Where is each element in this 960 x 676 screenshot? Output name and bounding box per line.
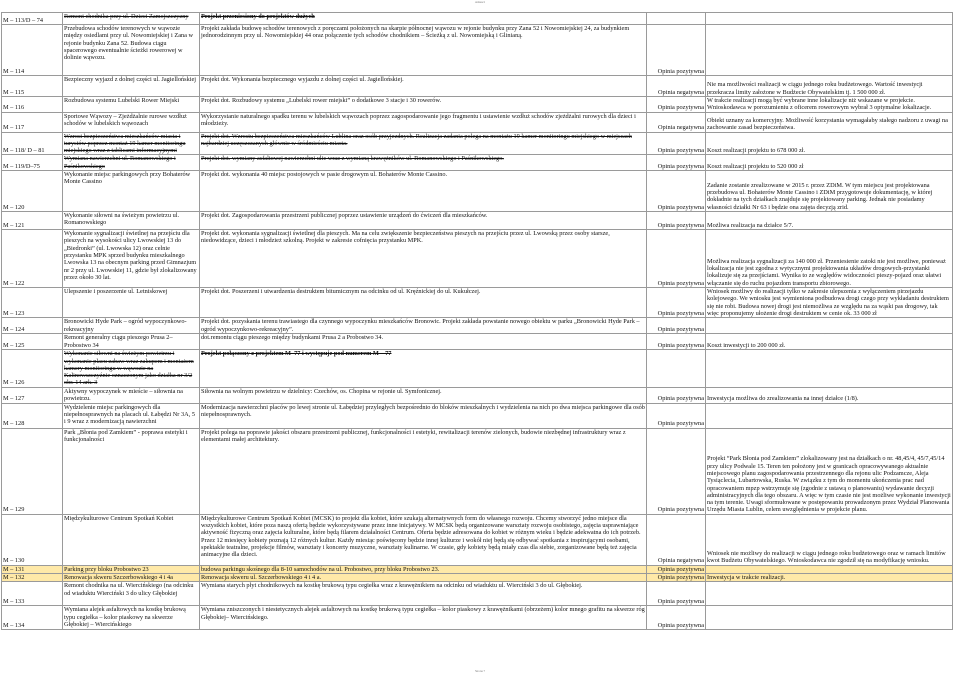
remarks-cell: Projekt “Park Błonia pod Zamkiem” zlokalizowany jest na działkach o nr. 48,45/4, 45/7,45/14 przy ulicy Podwale 15. Teren ten położony jest w granicach opracowywanego aktualnie miejscowego planu zagospodarowania przestrzennego dla rejonu ulic Podzamcze, Aleja Tysiąclecia, Lubartowska, Ruska. W związku z tym do momentu ukończenia prac nad opracowaniem mpzp wstrzymuje się (zgodnie z ustawą o planowaniu) wydawanie decyzji administracyjnych dla tego obszaru. A więc w tym czasie nie jest możliwe wykonanie inwestycji na tym terenie. Uwagi sformułowane w postępowaniu prowadzonym przez Wydział Planowania Urzędu Miasta Lublin, celem uwzględnienia w projekcie planu. (706, 428, 953, 514)
table-row (2, 514, 953, 565)
project-id-cell: M – 117 (2, 112, 63, 132)
project-name-cell: Wykonanie sygnalizacji świetlnej na przejściu dla pieszych na wysokości ulicy Lwowskiej 13 do „Biedronki” (ul. Lwowska 12) oraz celnie przystanku MPK sprzed budynku mieszkalnego Lwowska 13 na obecnym parking przed Gimnazjum nr 2 przy ul. Lwowskiej 11, gdzie był zlokalizowany przez około 30 lat. (63, 230, 200, 288)
opinion-cell: Opinia pozytywna (647, 334, 706, 350)
table-row (2, 132, 953, 155)
remarks-cell (706, 25, 953, 76)
project-id-cell: M – 120 (2, 171, 63, 212)
project-name-cell: Ulepszenie i poszerzenie ul. Letniskowej (63, 288, 200, 318)
project-description-cell: Projekt dot. Wykonania bezpiecznego wyjazdu z dolnej części ul. Jagiellońskiej. (200, 76, 647, 97)
project-id-cell: M – 128 (2, 403, 63, 428)
opinion-cell: Opinia pozytywna (647, 428, 706, 514)
project-id-cell: M – 134 (2, 606, 63, 630)
project-name-cell: Remont generalny ciągu pieszego Prusa 2– Probostwo 34 (63, 334, 200, 350)
project-name-cell: Park „Błonia pod Zamkiem” - poprawa estetyki i funkcjonalności (63, 428, 200, 514)
opinion-cell: Opinia pozytywna (647, 288, 706, 318)
table-row (2, 155, 953, 171)
project-id-cell: M – 131 (2, 565, 63, 573)
table-row (2, 25, 953, 76)
project-description-cell: Projekt przeniesiony do projektów dużych (200, 13, 647, 25)
opinion-cell: Opinia pozytywna (647, 565, 706, 573)
remarks-cell: Koszt realizacji projektu to 520 000 zł (706, 155, 953, 171)
project-description-cell: Projekt dot. wykonania sygnalizacji świetlnej dla pieszych. Ma na celu zwiększenie bezpieczeństwa pieszych na przejściu przez ul. Lwowską przez osoby starsze, niedowidzące, dzieci i młodzież szkolną. Projekt w zakresie cofnięcia przystanku MPK. (200, 230, 647, 288)
remarks-cell: Możliwa realizacja sygnalizacji za 140 000 zł. Przeniesienie zatoki nie jest możliwe, ponieważ lokalizacja nie jest zgodna z wytycznymi projektowania układów drogowych-przystanki lokalizuje się za przejściami. Wynika to ze względów widoczności pieszy-pojazd oraz ułatwi włączanie się do ruchu pojazdom transportu zbiorowego. (706, 230, 953, 288)
project-name-cell: Wymiana nawierzchni ul. Romanowskiego i Paśnikowskiego (63, 155, 200, 171)
project-name-cell: Renowacja skweru Szczerbowskiego 4 i 4a (63, 574, 200, 582)
project-id-cell: M – 122 (2, 230, 63, 288)
remarks-cell: Wniosek nie możliwy do realizacji w ciągu jednego roku budżetowego oraz w ramach limitów kwot Budżetu Obywatelskiego. Wnioskodawca nie zgodził się na modyfikację wniosku. (706, 514, 953, 565)
project-id-cell: M – 118/ D – 81 (2, 132, 63, 155)
table-row (2, 230, 953, 288)
table-row (2, 212, 953, 230)
project-id-cell: M – 113/D – 74 (2, 13, 63, 25)
project-id-cell: M – 124 (2, 318, 63, 334)
opinion-cell: Opinia pozytywna (647, 212, 706, 230)
project-id-cell: M – 129 (2, 428, 63, 514)
project-description-cell: Międzykulturowe Centrum Spotkań Kobiet (MCSK) to projekt dla kobiet, które szukają alternatywnych form do własnego rozwoju. Chcemy stworzyć jedno miejsce dla wszystkich kobiet, które poza naszą ofertą będzie wykorzystywane przez inne inicjatywy. W MCSK będą organizowane warsztaty rozwoju osobistego, zajęcia usprawniające aktywność fizyczną oraz zajęcia kulturalne, które będą filarem działalności Centrum. Oferta będzie adresowana do kobiet w różnym wieku i będzie adekwatna do ich potrzeb. Przez 12 miesięcy kobiety poznają 12 różnych kultur. Każdy miesiąc poświęcony będzie innej kulturze i wokół niej będą się odbywać spotkania z inspirującymi osobami, spektakle teatralne, projekcje filmów, warsztaty i koncerty muzyczne, warsztaty kulinarne. W czasie, gdy kobiety będą miały czas dla siebie, zorganizowane będą też zajęcia animacyjne dla dzieci. (200, 514, 647, 565)
opinion-cell: Opinia pozytywna (647, 132, 706, 155)
project-name-cell: Rozbudowa systemu Lubelski Rower Miejski (63, 97, 200, 113)
project-name-cell: Aktywny wypoczynek w mieście – siłownia na powietrzu. (63, 387, 200, 403)
table-row (2, 334, 953, 350)
remarks-cell: Zadanie zostanie zrealizowane w 2015 r. przez ZDiM. W tym miejscu jest projektowana przebudowa ul. Bohaterów Monte Cassino i ZDiM przygotowuje dokumentację, w której dokładnie na tych działkach znajduje się projektowany parking. Jednak nie posiadamy własności działki Nr 63 i będzie ona zajęta decyzją zrid. (706, 171, 953, 212)
table-row (2, 350, 953, 387)
remarks-cell: Inwestycja możliwa do zrealizowania na innej działce (1/8). (706, 387, 953, 403)
table-row (2, 288, 953, 318)
project-description-cell: dot.remontu ciągu pieszego między budynkami Prusa 2 a Probostwo 34. (200, 334, 647, 350)
project-name-cell: Remont chodnika na ul. Wiercińskiego (na odcinku od wiaduktu Wierciński 3 do ulicy Głębokiej (63, 582, 200, 606)
remarks-cell (706, 318, 953, 334)
project-id-cell: M – 115 (2, 76, 63, 97)
table-row (2, 318, 953, 334)
project-description-cell: Projekt dot. pozyskania terenu trawiastego dla czynnego wypoczynku mieszkańców Bronowic. Projekt zakłada powstanie nowego obiektu w parku „Bronowicki Hyde Park – ogród wypoczynkowo-rekreacyjny”. (200, 318, 647, 334)
project-name-cell: Międzykulturowe Centrum Spotkań Kobiet (63, 514, 200, 565)
table-row (2, 403, 953, 428)
opinion-cell: Opinia negatywna (647, 76, 706, 97)
table-row (2, 97, 953, 113)
project-name-cell: Przebudowa schodów terenowych w wąwozie między osiedlami przy ul. Nowomiejskiej i Zana w rejonie budynku Zana 52. Budowa ciągu spacerowego ewentualnie ścieżki rowerowej w dolinie wąwozu. (63, 25, 200, 76)
project-description-cell: Projekt polega na poprawie jakości obszaru przestrzeni publicznej, funkcjonalności i estetyki, rewitalizacji terenów zielonych, budowie niezbędnej infrastruktury wraz z elementami małej architektury. (200, 428, 647, 514)
project-name-cell: Parking przy bloku Probostwo 23 (63, 565, 200, 573)
project-name-cell: Bezpieczny wyjazd z dolnej części ul. Jagiellońskiej (63, 76, 200, 97)
project-id-cell: M – 123 (2, 288, 63, 318)
opinion-cell: Opinia negatywna (647, 112, 706, 132)
remarks-cell: Inwestycja w trakcie realizacji. (706, 574, 953, 582)
project-name-cell: Wykonanie siłowni na świeżym powietrzu i wykonanie placu zabaw wraz zakupem i montażem kamery monitoringu w wąwozie na Kalinowszczyźnie oznaczonym jako działka nr 3/2 obr. 14 ark. 3 (63, 350, 200, 387)
project-id-cell: M – 130 (2, 514, 63, 565)
remarks-cell: Obiekt uznany za komercyjny. Możliwość korzystania wymagałaby stałego nadzoru z uwagi na zachowanie zasad bezpieczeństwa. (706, 112, 953, 132)
project-id-cell: M – 126 (2, 350, 63, 387)
project-name-cell: Sportowe Wąwozy – Zjeżdżalnie rurowe wzdłuż schodów w lubelskich wąwozach (63, 112, 200, 132)
project-name-cell: Bronowicki Hyde Park – ogród wypoczynkowo-rekreacyjny (63, 318, 200, 334)
table-row (2, 76, 953, 97)
sheet-name: Arkusz1 (474, 0, 486, 4)
project-name-cell: Wydzielenie miejsc parkingowych dla niepełnosprawnych na placach ul. Łabędzi Nr 3A, 5 i 9 wraz z modernizacją nawierzchni (63, 403, 200, 428)
remarks-cell (706, 582, 953, 606)
opinion-cell: Opinia pozytywna (647, 171, 706, 212)
remarks-cell (706, 565, 953, 573)
remarks-cell: Koszt realizacji projektu to 678 000 zł. (706, 132, 953, 155)
opinion-cell (647, 13, 706, 25)
project-id-cell: M – 133 (2, 582, 63, 606)
opinion-cell: Opinia pozytywna (647, 574, 706, 582)
project-description-cell: Projekt dot. wymiany asfaltowej nawierzchni ulic wraz z wymianą krawężników ul. Romanowskiego i Paśnikowskiego. (200, 155, 647, 171)
project-id-cell: M – 116 (2, 97, 63, 113)
project-description-cell: Projekt dot. Zagospodarowania przestrzeni publicznej poprzez ustawienie urządzeń do ćwiczeń dla mieszkańców. (200, 212, 647, 230)
table-row (2, 112, 953, 132)
projects-table-body (2, 13, 953, 630)
project-description-cell: Projekt dot. Rozbudowy systemu „Lubelski rower miejski” o dodatkowe 3 stacje i 30 rowerów. (200, 97, 647, 113)
project-id-cell: M – 127 (2, 387, 63, 403)
remarks-cell (706, 350, 953, 387)
opinion-cell: Opinia pozytywna (647, 318, 706, 334)
project-id-cell: M – 119/D–75 (2, 155, 63, 171)
remarks-cell (706, 606, 953, 630)
project-id-cell: M – 132 (2, 574, 63, 582)
remarks-cell: Możliwa realizacja na działce 5/7. (706, 212, 953, 230)
project-name-cell: Wykonanie miejsc parkingowych przy Bohaterów Monte Cassino (63, 171, 200, 212)
project-description-cell: Projekt połączony z projektem M–77 i występuje pod numerem M – 77 (200, 350, 647, 387)
opinion-cell: Opinia pozytywna (647, 230, 706, 288)
table-row (2, 387, 953, 403)
project-id-cell: M – 114 (2, 25, 63, 76)
table-row (2, 428, 953, 514)
opinion-cell: Opinia pozytywna (647, 403, 706, 428)
project-description-cell: budowa parkingu skośnego dla 8-10 samochodów na ul. Probostwo, przy bloku Probostwo 23. (200, 565, 647, 573)
opinion-cell: Opinia pozytywna (647, 387, 706, 403)
project-description-cell: Wykorzystanie naturalnego spadku terenu w lubelskich wąwozach poprzez zagospodarowanie jego fragmentu i ustawienie wzdłuż schodów zjeżdżalni rurowych dla dzieci i młodzieży. (200, 112, 647, 132)
opinion-cell: Opinia pozytywna (647, 155, 706, 171)
opinion-cell (647, 350, 706, 387)
remarks-cell: Nie ma możliwości realizacji w ciągu jednego roku budżetowego. Wartość inwestycji przekracza limity założone w Budżecie Obywatelskim tj. 1 500 000 zł. (706, 76, 953, 97)
projects-table (1, 12, 953, 630)
project-description-cell: Projekt dot. Wzrostu bezpieczeństwa mieszkańców Lublina oraz osób przyjezdnych. Realizacja zadania polega na montażu 19 kamer monitoringu miejskiego w miejscach najbardziej uczęszczanych głównie w śródmieściu miasta. (200, 132, 647, 155)
page-footer: Strona 7 (474, 669, 486, 673)
remarks-cell (706, 403, 953, 428)
project-name-cell: Remont chodnika przy ul. Dzieci Zamojszczyzny (63, 13, 200, 25)
table-row (2, 13, 953, 25)
project-description-cell: Wymiana zniszczonych i niestetycznych alejek asfaltowych na kostkę brukową typu cegiełka – kolor piaskowy z krawężnikami (obrzeżem) kolor mnego grafitu na skwerze róg Głębokiej– Wiercińskiego. (200, 606, 647, 630)
opinion-cell: Opinia negatywna (647, 514, 706, 565)
project-name-cell: Wzrost bezpieczeństwa mieszkańców miasta i turystów poprzez montaż 19 kamer monitoringu miejskiego wraz z tablicami informacyjnymi (63, 132, 200, 155)
project-name-cell: Wymiana alejek asfaltowych na kostkę brukową typu cegiełka – kolor piaskowy na skwerze Głębokiej – Wiercińskiego (63, 606, 200, 630)
project-name-cell: Wykonanie siłowni na świeżym powietrzu ul. Romanowskiego (63, 212, 200, 230)
project-description-cell: Projekt zakłada budowę schodów terenowych z poręczami położonych na skarpie północnej wąwozu w rejonie budynku przy Zana 52 i Nowomiejskiej 24, za budynkiem jednorodzinnym przy ul. Nowomiejskiej 44 oraz połączenie tych schodów chodnikiem – Ścieżką z ul. Nowomiejską i Glinianą. (200, 25, 647, 76)
remarks-cell: Koszt inwestycji to 200 000 zł. (706, 334, 953, 350)
project-description-cell: Modernizacja nawierzchni placów po lewej stronie ul. Łabędziej przyległych bezpośrednio do bloków mieszkalnych i wydzielenia na nich po dwa miejsca parkingowe dla osób niepełnosprawnych. (200, 403, 647, 428)
project-description-cell: Projekt dot. wykonania 40 miejsc postojowych w pasie drogowym ul. Bohaterów Monte Cassino. (200, 171, 647, 212)
table-row (2, 574, 953, 582)
table-row (2, 606, 953, 630)
opinion-cell: Opinia pozytywna (647, 25, 706, 76)
opinion-cell: Opinia pozytywna (647, 582, 706, 606)
opinion-cell: Opinia pozytywna (647, 606, 706, 630)
remarks-cell: Wniosek możliwy do realizacji tylko w zakresie ulepszenia z wyłączeniem pirzejazdu kolejowego. We wniosku jest wymieniona podbudowa drogi czego przy wykładaniu destruktem się nie robi. Budowa nowej drogi jest niemożliwa ze względu na za wąski pas drogowy, tak więc proponujemy ułożenie drogi destruktem w cenie ok. 33 000 zł (706, 288, 953, 318)
table-row (2, 582, 953, 606)
project-id-cell: M – 121 (2, 212, 63, 230)
project-description-cell: Projekt dot. Poszerzeni i utwardzenia destruktem bitumicznym na odcinku od ul. Kręźnickiej do ul. Kukułczej. (200, 288, 647, 318)
project-description-cell: Renowacja skweru ul. Szczerbowskiego 4 i 4 a. (200, 574, 647, 582)
table-row (2, 565, 953, 573)
opinion-cell: Opinia pozytywna (647, 97, 706, 113)
table-row (2, 171, 953, 212)
project-description-cell: Siłownia na wolnym powietrzu w dzielnicy: Czechów, os. Chopina w rejonie ul. Symfonicznej. (200, 387, 647, 403)
remarks-cell: W trakcie realizacji mogą być wybrane inne lokalizacje niż wskazane w projekcie. Wnioskodawca w porozumieniu z oficerem rowerowym wybrał 3 optymalne lokalizacje. (706, 97, 953, 113)
project-description-cell: Wymiana starych płyt chodnikowych na kostkę brukową typu cegiełka wraz z krawężnikiem na odcinku od wiaduktu ul. Wierciński 3 do ul. Głębokiej. (200, 582, 647, 606)
remarks-cell (706, 13, 953, 25)
project-id-cell: M – 125 (2, 334, 63, 350)
